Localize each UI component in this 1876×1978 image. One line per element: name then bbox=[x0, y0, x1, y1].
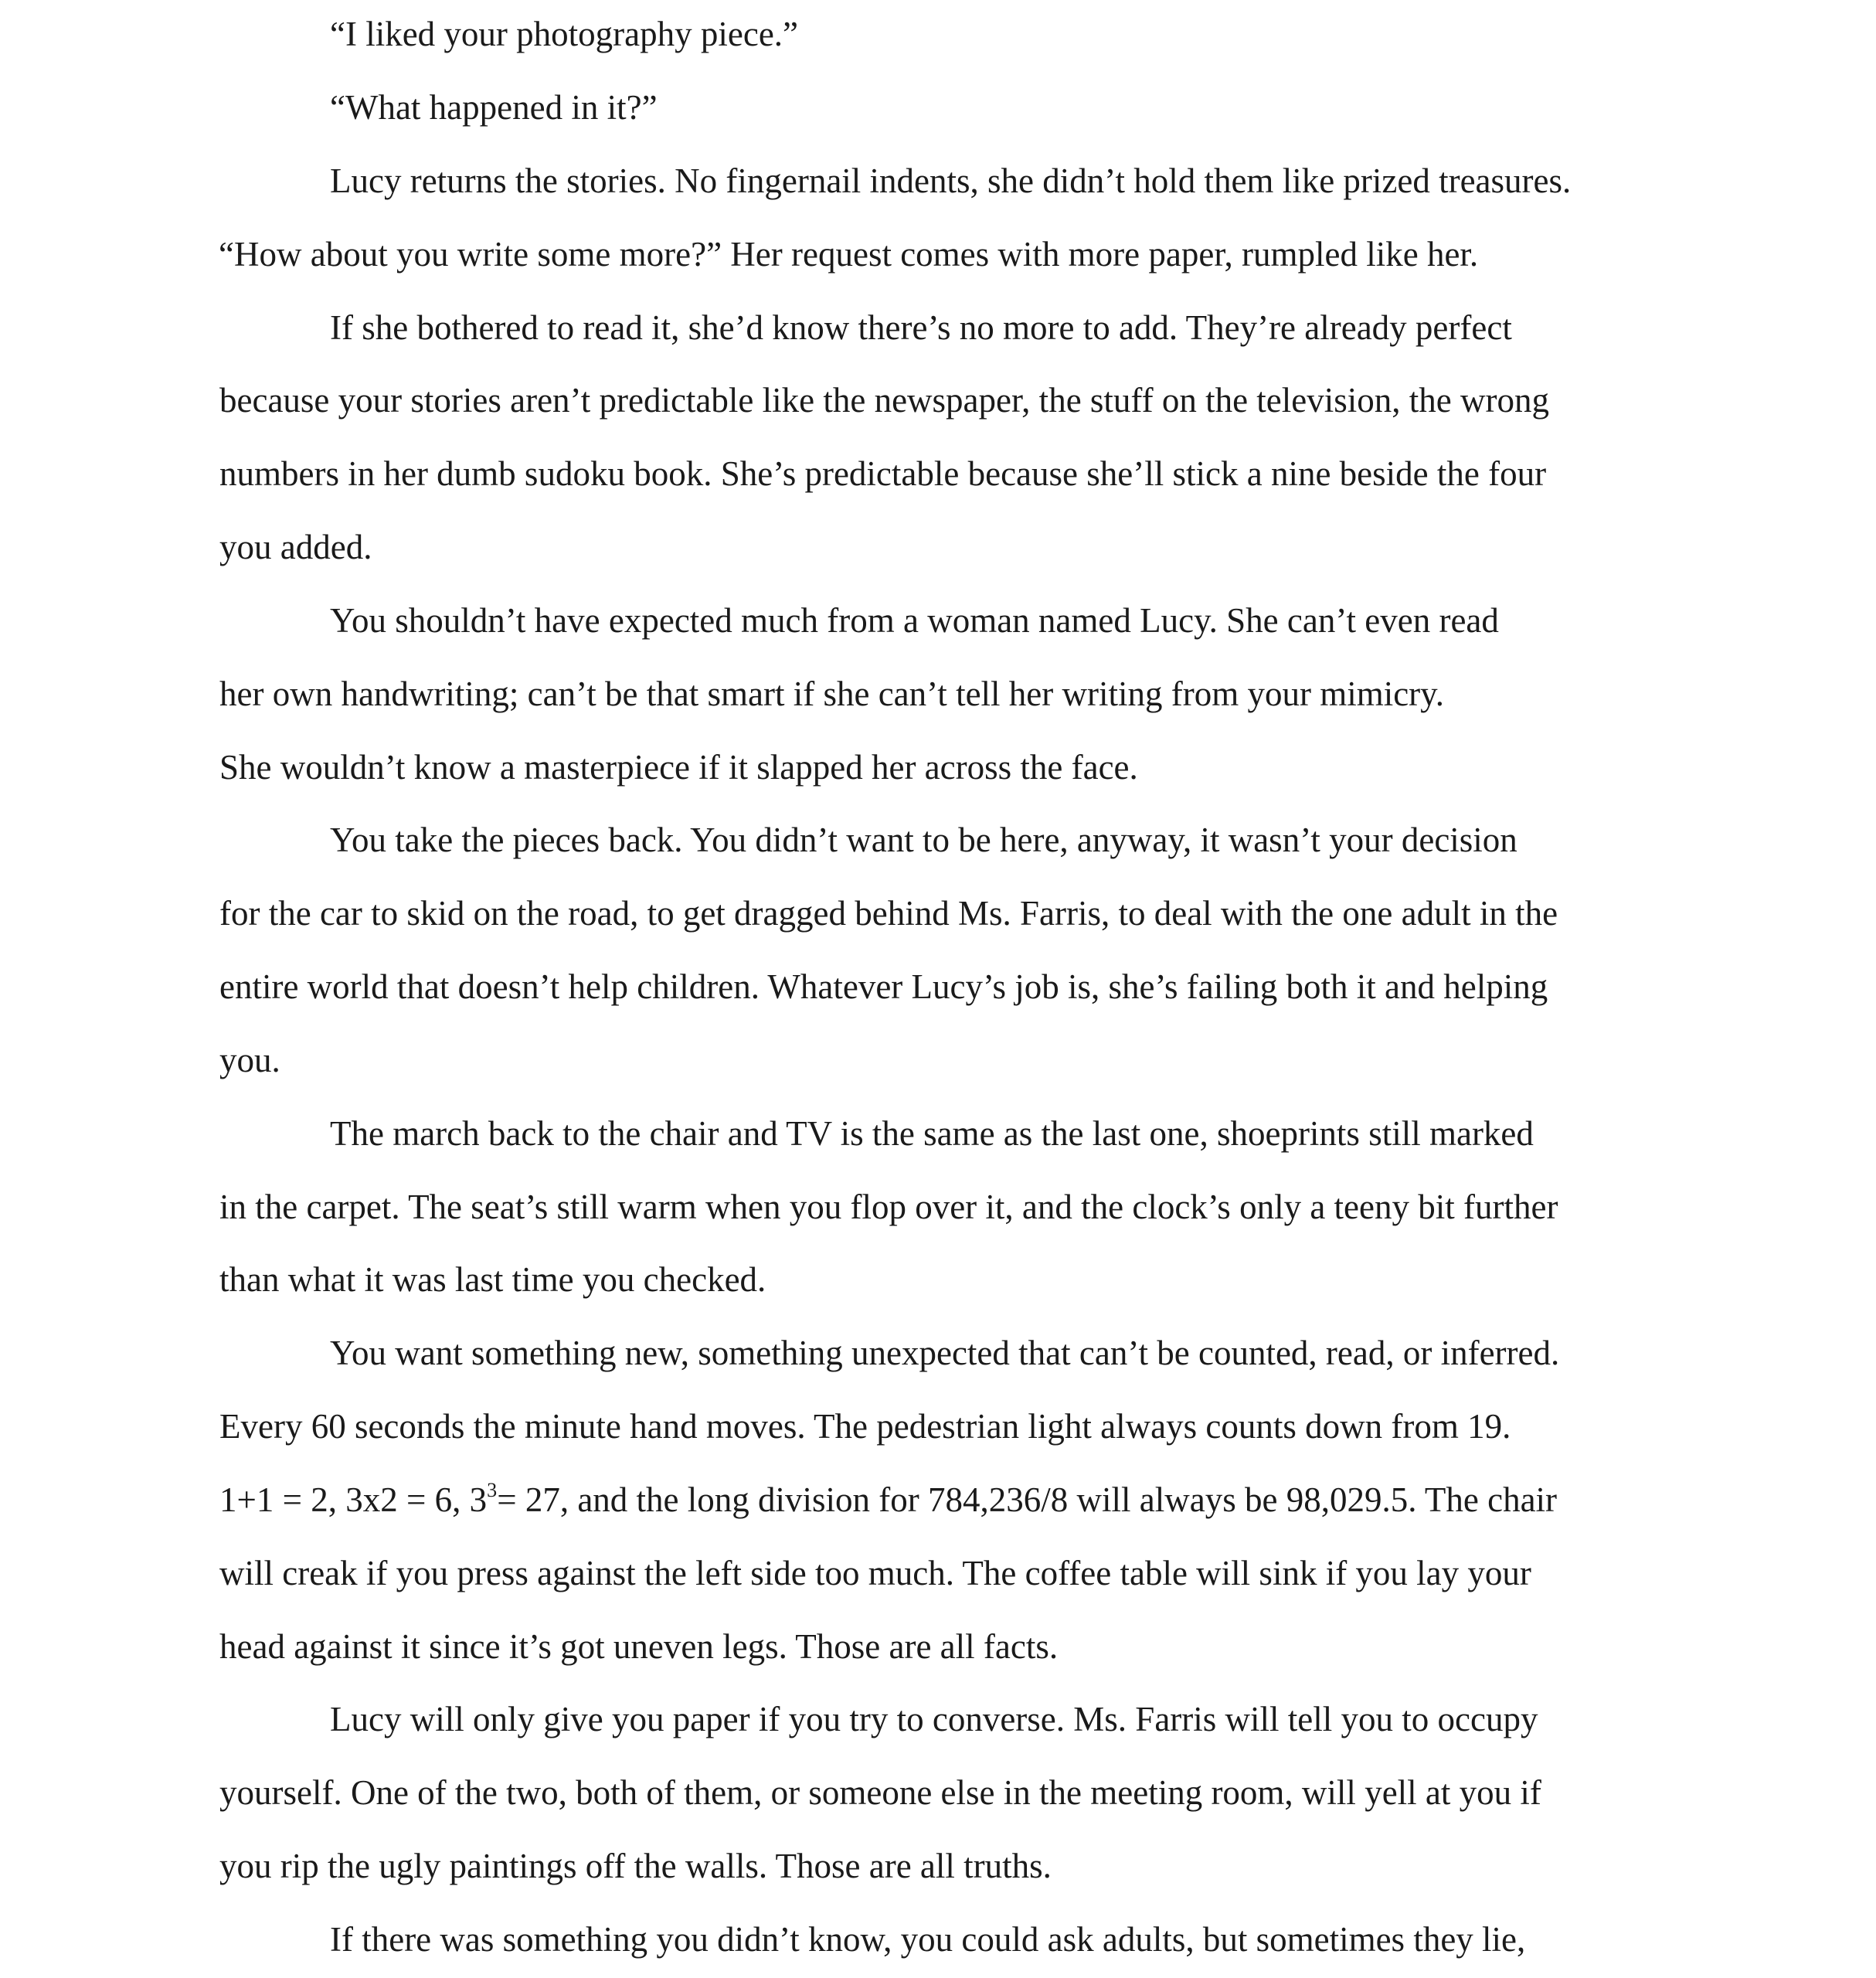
text-line: yourself. One of the two, both of them, or someone else in the meeting room, will yell at you if bbox=[219, 1773, 1541, 1812]
text-line: You take the pieces back. You didn’t want to be here, anyway, it wasn’t your decision bbox=[330, 821, 1517, 859]
text-segment: 1+1 = 2, 3x2 = 6, 3 bbox=[219, 1480, 488, 1519]
text-line: will creak if you press against the left side too much. The coffee table will sink if you lay your bbox=[219, 1554, 1531, 1592]
superscript: 3 bbox=[487, 1479, 498, 1502]
text-line: Lucy returns the stories. No fingernail indents, she didn’t hold them like prized treasures. bbox=[330, 161, 1572, 200]
text-line: entire world that doesn’t help children. Whatever Lucy’s job is, she’s failing both it and helping bbox=[219, 967, 1548, 1006]
text-line: head against it since it’s got uneven legs. Those are all facts. bbox=[219, 1627, 1059, 1666]
text-line: for the car to skid on the road, to get dragged behind Ms. Farris, to deal with the one adult in the bbox=[219, 894, 1558, 933]
text-line: than what it was last time you checked. bbox=[219, 1260, 766, 1299]
text-line: in the carpet. The seat’s still warm when you flop over it, and the clock’s only a teeny bit further bbox=[219, 1188, 1558, 1226]
text-line: numbers in her dumb sudoku book. She’s predictable because she’ll stick a nine beside the four bbox=[219, 454, 1547, 493]
text-line: you added. bbox=[219, 528, 372, 566]
text-line: You shouldn’t have expected much from a woman named Lucy. She can’t even read bbox=[330, 601, 1499, 640]
text-line: If she bothered to read it, she’d know there’s no more to add. They’re already perfect bbox=[330, 308, 1512, 347]
text-line-with-superscript bbox=[219, 1477, 1557, 1523]
text-line: She wouldn’t know a masterpiece if it slapped her across the face. bbox=[219, 748, 1138, 787]
text-line: her own handwriting; can’t be that smart if she can’t tell her writing from your mimicry. bbox=[219, 675, 1444, 713]
text-line: If there was something you didn’t know, you could ask adults, but sometimes they lie, bbox=[330, 1920, 1526, 1959]
text-line: “How about you write some more?” Her request comes with more paper, rumpled like her. bbox=[219, 235, 1479, 274]
text-line: you rip the ugly paintings off the walls. Those are all truths. bbox=[219, 1847, 1052, 1885]
text-line: “I liked your photography piece.” bbox=[330, 15, 799, 53]
text-segment: = 27, and the long division for 784,236/8 will always be 98,029.5. The chair bbox=[497, 1480, 1558, 1519]
text-line: because your stories aren’t predictable like the newspaper, the stuff on the television, the wrong bbox=[219, 381, 1549, 420]
text-line: You want something new, something unexpected that can’t be counted, read, or inferred. bbox=[330, 1334, 1560, 1372]
text-line: you. bbox=[219, 1041, 280, 1079]
text-line: Every 60 seconds the minute hand moves. The pedestrian light always counts down from 19. bbox=[219, 1407, 1511, 1446]
text-line: “What happened in it?” bbox=[330, 88, 658, 127]
text-line: The march back to the chair and TV is the same as the last one, shoeprints still marked bbox=[330, 1114, 1534, 1153]
text-line: Lucy will only give you paper if you try to converse. Ms. Farris will tell you to occupy bbox=[330, 1700, 1538, 1738]
